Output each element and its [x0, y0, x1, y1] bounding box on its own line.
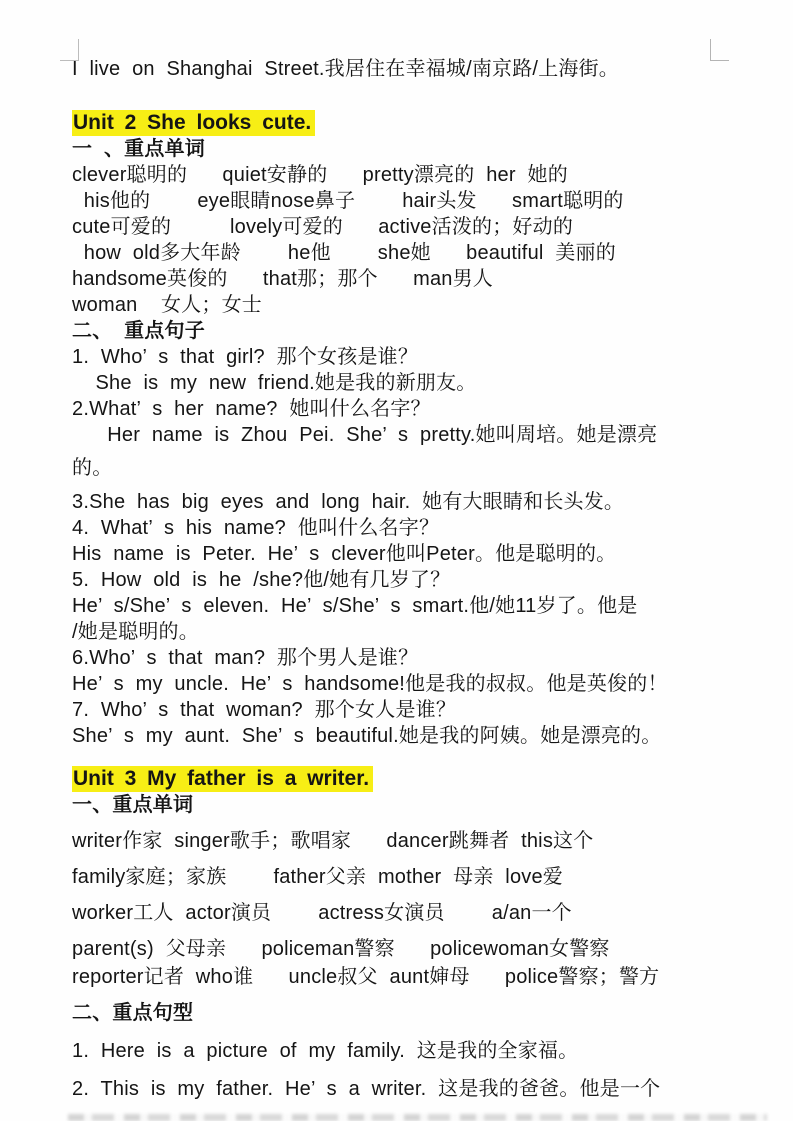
unit2-title	[72, 109, 740, 136]
vocab-line: woman 女人；女士	[72, 294, 262, 316]
vocab-line: worker工人 actor演员 actress女演员 a/an一个	[72, 902, 572, 924]
sentence-line: She’ s my aunt. She’ s beautiful.她是我的阿姨。她是漂亮的。	[72, 725, 662, 747]
vocab-line: handsome英俊的 that那；那个 man男人	[72, 268, 494, 290]
intro-sentence: I live on Shanghai Street.我居住在幸福城/南京路/上海街。	[72, 58, 619, 80]
vocab-line: how old多大年龄 he他 she她 beautiful 美丽的	[72, 242, 616, 264]
vocab-line: reporter记者 who谁 uncle叔父 aunt婶母 police警察；警方	[72, 966, 660, 988]
sentence-line: 7. Who’ s that woman? 那个女人是谁？	[72, 699, 457, 721]
document-content	[72, 56, 740, 1102]
sentence-line: 3.She has big eyes and long hair. 她有大眼睛和长头发。	[72, 491, 625, 513]
unit3-vocab-heading: 一、重点单词	[72, 794, 194, 816]
sentence-line: /她是聪明的。	[72, 621, 199, 643]
vocab-line: writer作家 singer歌手；歌唱家 dancer跳舞者 this这个	[72, 830, 594, 852]
sentence-line: 4. What’ s his name? 他叫什么名字？	[72, 517, 440, 539]
sentence-line: She is my new friend.她是我的新朋友。	[72, 372, 477, 394]
pattern-line: 1. Here is a picture of my family. 这是我的全家福。	[72, 1040, 579, 1062]
unit3-title	[72, 765, 740, 792]
vocab-line: cute可爱的 lovely可爱的 active活泼的；好动的	[72, 216, 574, 238]
cutoff-text-remnant	[68, 1114, 767, 1121]
sentence-line: His name is Peter. He’ s clever他叫Peter。他是聪明的。	[72, 543, 617, 565]
unit3-title-highlight-text: Unit 3 My father is a writer.	[72, 766, 373, 792]
pattern-line: 2. This is my father. He’ s a writer. 这是我的爸爸。他是一个	[72, 1078, 661, 1100]
sentence-line: He’ s/She’ s eleven. He’ s/She’ s smart.他/她11岁了。他是	[72, 595, 638, 617]
unit2-vocab-heading: 一 、重点单词	[72, 138, 205, 160]
sentence-line: 6.Who’ s that man? 那个男人是谁？	[72, 647, 419, 669]
sentence-line: He’ s my uncle. He’ s handsome!他是我的叔叔。他是英俊的！	[72, 673, 668, 695]
sentence-line: 2.What’ s her name? 她叫什么名字？	[72, 398, 431, 420]
unit3-patterns-heading: 二、重点句型	[72, 1002, 194, 1024]
vocab-line: family家庭；家族 father父亲 mother 母亲 love爱	[72, 866, 564, 888]
sentence-line: 5. How old is he /she?他/她有几岁了？	[72, 569, 451, 591]
sentence-line: Her name is Zhou Pei. She’ s pretty.她叫周培。她是漂亮	[72, 424, 658, 446]
vocab-line: parent(s) 父母亲 policeman警察 policewoman女警察	[72, 938, 610, 960]
vocab-line: clever聪明的 quiet安静的 pretty漂亮的 her 她的	[72, 164, 568, 186]
unit2-title-highlight-text: Unit 2 She looks cute.	[72, 110, 315, 136]
vocab-line: his他的 eye眼睛nose鼻子 hair头发 smart聪明的	[72, 190, 624, 212]
unit2-sentences-heading: 二、 重点句子	[72, 320, 205, 342]
sentence-line: 1. Who’ s that girl? 那个女孩是谁？	[72, 346, 419, 368]
sentence-line: 的。	[72, 457, 113, 479]
